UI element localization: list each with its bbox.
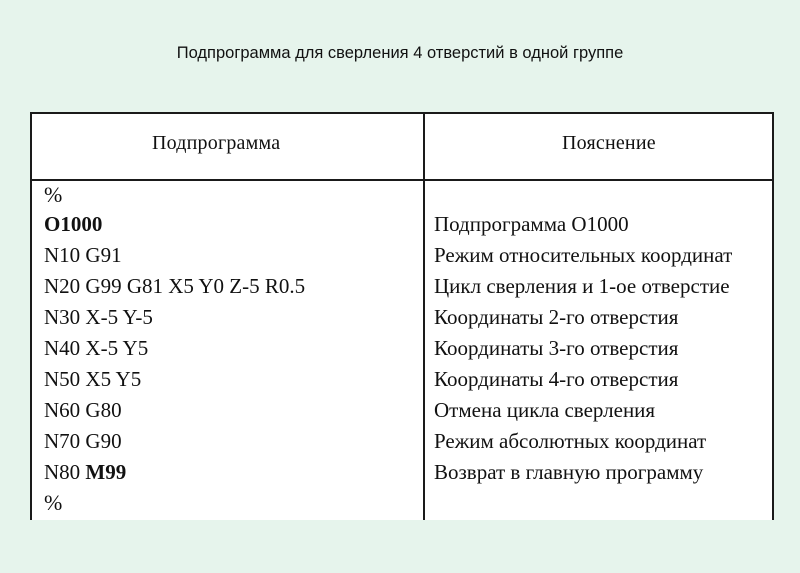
row-note: Режим относительных координат [434, 243, 733, 267]
row-note: Координаты 2-го отверстия [434, 305, 679, 329]
block-number: N40 [44, 336, 81, 360]
header-program: Подпрограмма [152, 132, 281, 154]
table-row [30, 367, 774, 397]
row-code [44, 305, 153, 330]
table-row [30, 398, 774, 428]
block-number: N20 [44, 274, 81, 298]
row-code [44, 429, 122, 454]
table-row [30, 274, 774, 304]
table-row [30, 336, 774, 366]
subprogram-table [30, 112, 774, 520]
block-command: X5 Y5 [85, 367, 142, 391]
block-command: G99 G81 X5 Y0 Z-5 R0.5 [85, 274, 306, 298]
block-command: M99 [85, 460, 127, 484]
row-code [44, 460, 126, 485]
row-code [44, 398, 122, 423]
block-number: N50 [44, 367, 81, 391]
start-marker-row [30, 182, 774, 212]
block-number: N30 [44, 305, 81, 329]
slide-title: Подпрограмма для сверления 4 отверстий в одной группе [176, 44, 624, 62]
start-marker: % [44, 182, 63, 207]
block-command: G80 [85, 398, 122, 422]
row-code [44, 367, 141, 392]
block-command: G90 [85, 429, 122, 453]
header-divider [30, 179, 774, 181]
block-command: X-5 Y5 [85, 336, 149, 360]
block-command: X-5 Y-5 [85, 305, 153, 329]
header-explanation: Пояснение [562, 132, 656, 154]
row-note: Режим абсолютных координат [434, 429, 707, 453]
program-number: O1000 [44, 212, 103, 236]
table-row [30, 212, 774, 242]
block-number: N60 [44, 398, 81, 422]
row-note: Возврат в главную программу [434, 460, 704, 484]
block-command: G91 [85, 243, 122, 267]
row-note: Отмена цикла сверления [434, 398, 656, 422]
row-code [44, 243, 122, 268]
table-row [30, 460, 774, 490]
row-code [44, 336, 148, 361]
block-number: N80 [44, 460, 81, 484]
end-marker: % [44, 490, 63, 515]
block-number: N70 [44, 429, 81, 453]
row-note: Цикл сверления и 1-ое отверстие [434, 274, 730, 298]
table-row [30, 305, 774, 335]
row-note: Координаты 3-го отверстия [434, 336, 679, 360]
block-number: N10 [44, 243, 81, 267]
row-note: Подпрограмма O1000 [434, 212, 629, 236]
row-note: Координаты 4-го отверстия [434, 367, 679, 391]
table-row [30, 429, 774, 459]
table-row [30, 243, 774, 273]
table-top-border [30, 112, 774, 114]
row-code [44, 274, 305, 299]
end-marker-row [30, 490, 774, 520]
